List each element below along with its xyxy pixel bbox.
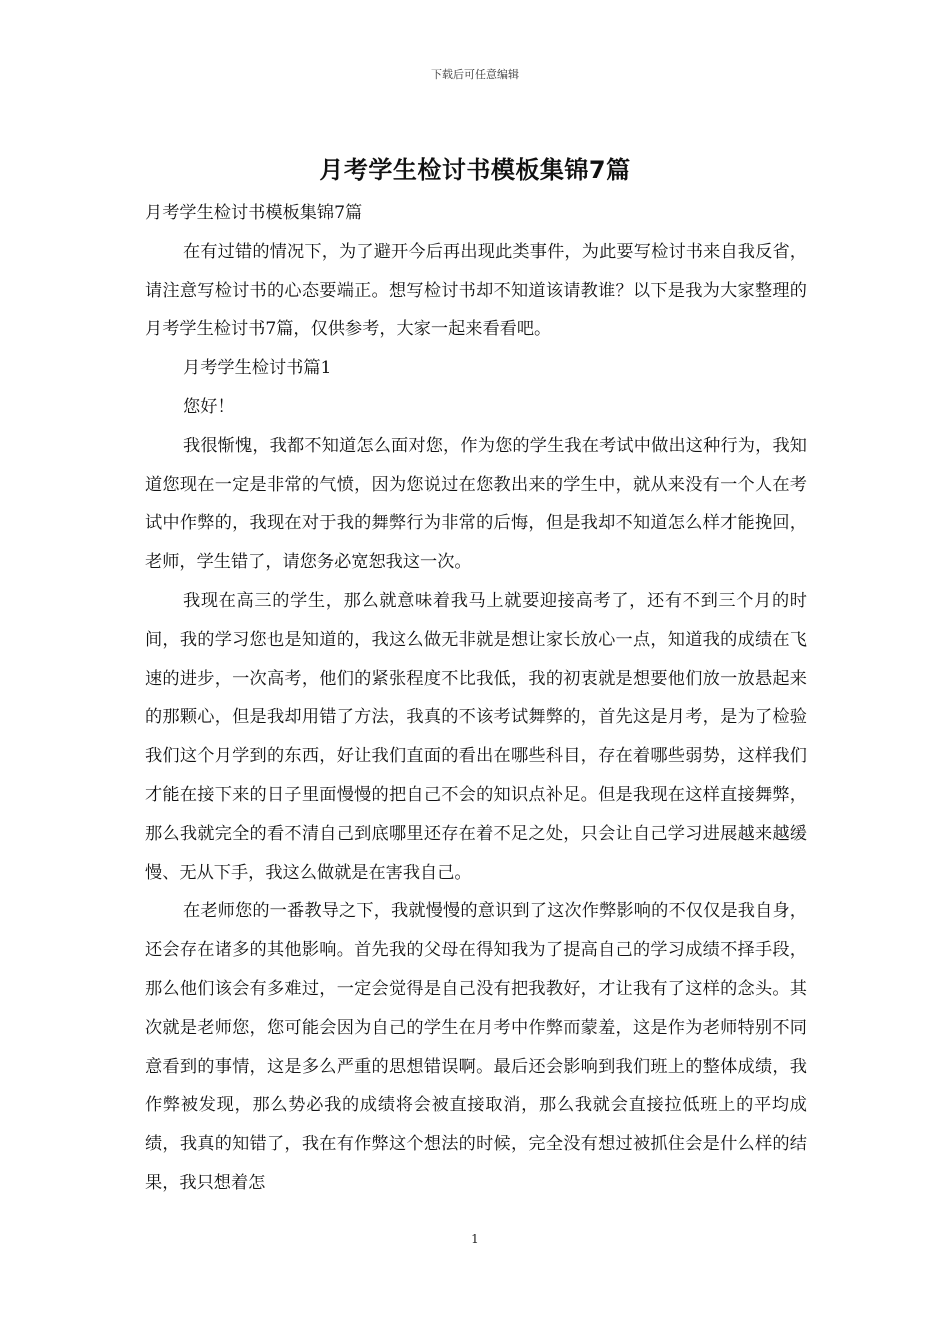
body-paragraph: 在老师您的一番教导之下，我就慢慢的意识到了这次作弊影响的不仅仅是我自身，还会存在诸多的其他影响。首先我的父母在得知我为了提高自己的学习成绩不择手段，那么他们该会有多难过，一定会觉得是自己没有把我教好，才让我有了这样的念头。其次就是老师您，您可能会因为自己的学生在月考中作弊而蒙羞，这是作为老师特别不同意看到的事情，这是多么严重的思想错误啊。最后还会影响到我们班上的整体成绩，我作弊被发现，那么势必我的成绩将会被直接取消，那么我就会直接拉低班上的平均成绩，我真的知错了，我在有作弊这个想法的时候，完全没有想过被抓住会是什么样的结果，我只想着怎 — [145, 901, 807, 1193]
salutation: 您好！ — [183, 396, 235, 417]
intro-paragraph: 在有过错的情况下，为了避开今后再出现此类事件，为此要写检讨书来自我反省，请注意写检讨书的心态要端正。想写检讨书却不知道该请教谁？以下是我为大家整理的月考学生检讨书7篇，仅供参考，大家一起来看看吧。 — [145, 241, 807, 340]
body-paragraph: 我现在高三的学生，那么就意味着我马上就要迎接高考了，还有不到三个月的时间，我的学习您也是知道的，我这么做无非就是想让家长放心一点，知道我的成绩在飞速的进步，一次高考，他们的紧张程度不比我低，我的初衷就是想要他们放一放悬起来的那颗心，但是我却用错了方法，我真的不该考试舞弊的，首先这是月考，是为了检验我们这个月学到的东西，好让我们直面的看出在哪些科目，存在着哪些弱势，这样我们才能在接下来的日子里面慢慢的把自己不会的知识点补足。但是我现在这样直接舞弊，那么我就完全的看不清自己到底哪里还存在着不足之处，只会让自己学习进展越来越缓慢、无从下手，我这么做就是在害我自己。 — [145, 590, 807, 883]
document-title: 月考学生检讨书模板集锦7篇 — [319, 156, 631, 184]
page-header-note: 下载后可任意编辑 — [431, 68, 519, 81]
document-body — [145, 194, 807, 1203]
subtitle-paragraph: 月考学生检讨书模板集锦7篇 — [145, 203, 363, 223]
body-paragraph: 我很惭愧，我都不知道怎么面对您，作为您的学生我在考试中做出这种行为，我知道您现在一定是非常的气愤，因为您说过在您教出来的学生中，就从来没有一个人在考试中作弊的，我现在对于我的舞弊行为非常的后悔，但是我却不知道怎么样才能挽回，老师，学生错了，请您务必宽恕我这一次。 — [145, 435, 807, 573]
page-number: 1 — [471, 1232, 479, 1246]
section-heading: 月考学生检讨书篇1 — [183, 358, 332, 379]
